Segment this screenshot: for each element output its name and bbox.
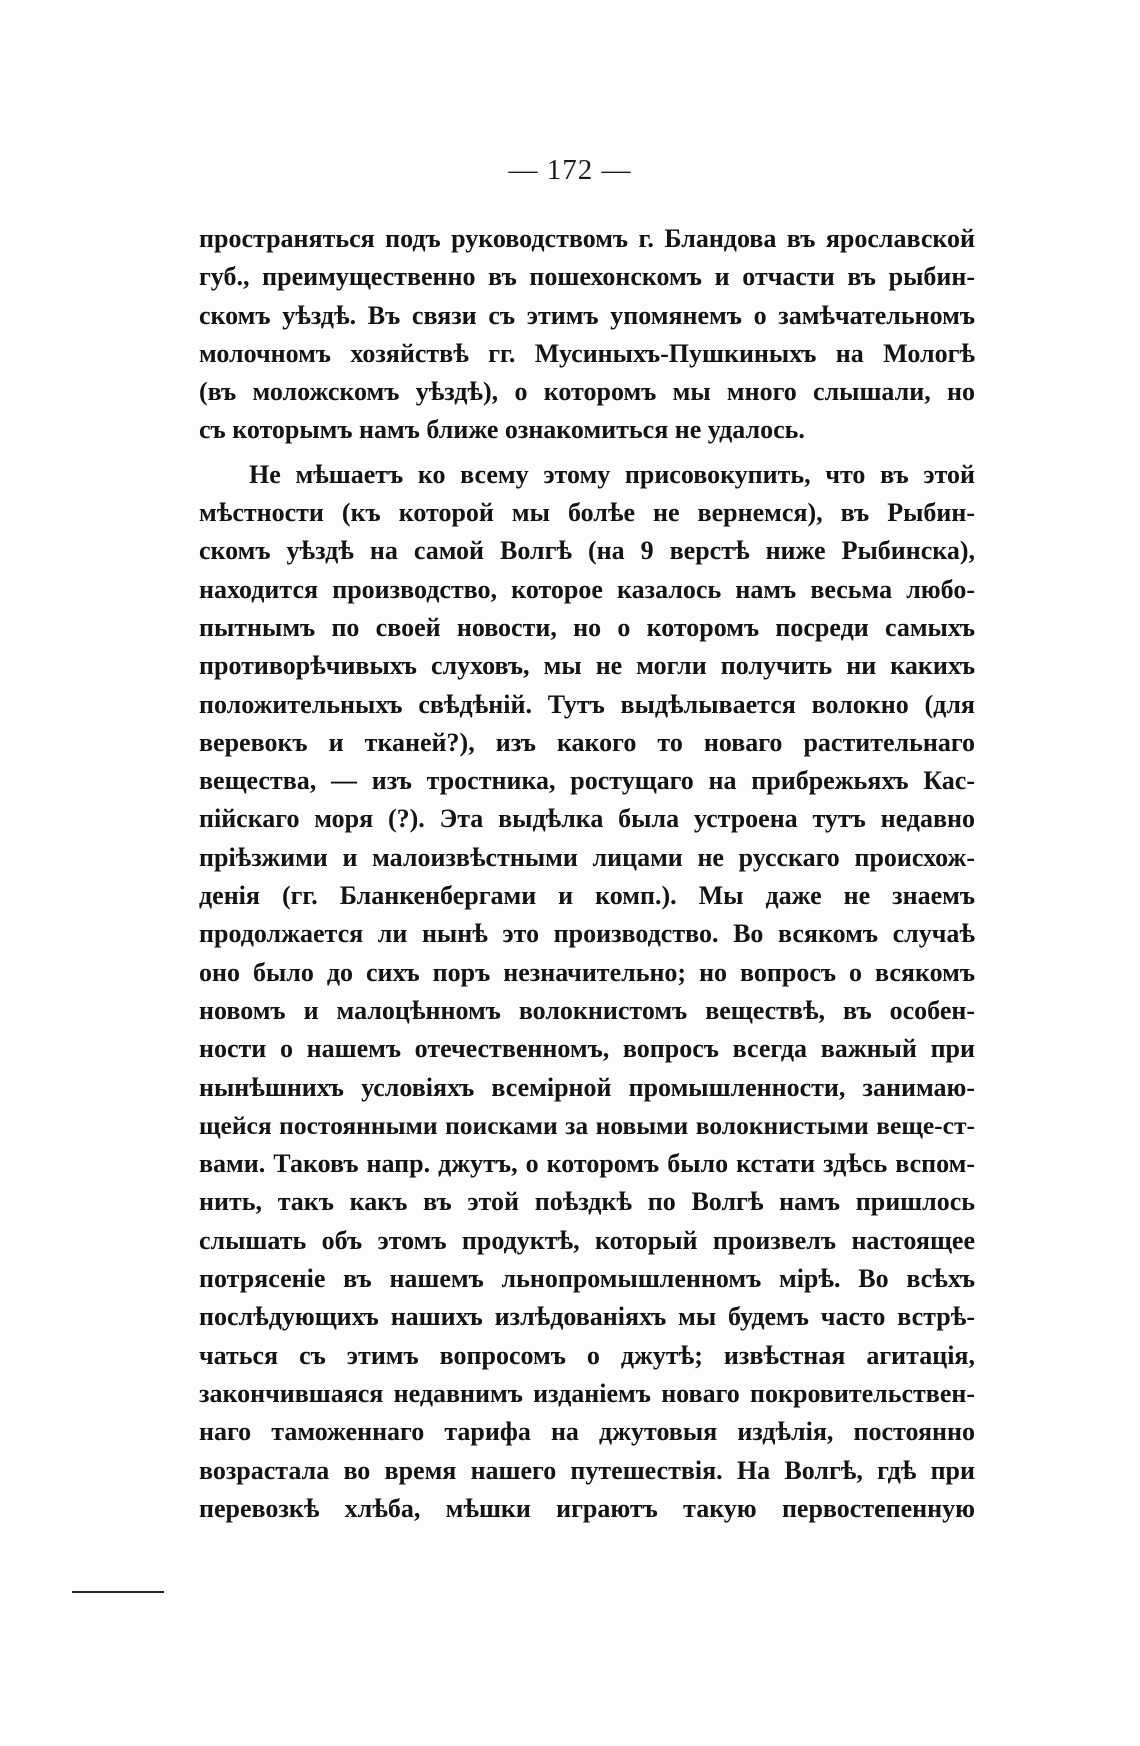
page-number: — 172 — — [508, 154, 632, 186]
text-line: вами. Таковъ напр. джутъ, о которомъ было кстати здѣсь вспом- — [199, 1149, 975, 1179]
text-line: оно было до сихъ поръ незначительно; но вопросъ о всякомъ — [199, 957, 975, 987]
text-line: послѣдующихъ нашихъ излѣдованіяхъ мы будемъ часто встрѣ- — [199, 1302, 975, 1332]
text-line: перевозкѣ хлѣба, мѣшки играютъ такую первостепенную — [199, 1493, 975, 1523]
text-line: ности о нашемъ отечественномъ, вопросъ всегда важный при — [199, 1034, 975, 1064]
text-line: потрясеніе въ нашемъ льнопромышленномъ мірѣ. Во всѣхъ — [199, 1264, 975, 1294]
text-line: веревокъ и тканей?), изъ какого то новаго растительнаго — [199, 727, 975, 757]
text-line: нить, такъ какъ въ этой поѣздкѣ по Волгѣ намъ пришлось — [199, 1187, 975, 1217]
text-line: (въ моложскомъ уѣздѣ), о которомъ мы много слышали, но — [199, 377, 975, 407]
text-line: Не мѣшаетъ ко всему этому присовокупить, что въ этой — [249, 459, 975, 489]
body-text — [199, 220, 975, 1528]
text-line: чаться съ этимъ вопросомъ о джутѣ; извѣстная агитація, — [199, 1340, 975, 1370]
text-line: находится производство, которое казалось намъ весьма любо- — [199, 574, 975, 604]
text-line: пійскаго моря (?). Эта выдѣлка была устроена тутъ недавно — [199, 804, 975, 834]
text-line: щейся постоянными поисками за новыми волокнистыми веще-ст- — [199, 1110, 975, 1140]
text-line: новомъ и малоцѣнномъ волокнистомъ веществѣ, въ особен- — [199, 995, 975, 1025]
text-line: съ которымъ намъ ближе ознакомиться не удалось. — [199, 415, 805, 445]
text-line: закончившаяся недавнимъ изданіемъ новаго покровительствен- — [199, 1378, 975, 1408]
text-line: наго таможеннаго тарифа на джутовыя издѣлія, постоянно — [199, 1417, 975, 1447]
text-line: пространяться подъ руководствомъ г. Бландова въ ярославской — [199, 224, 975, 253]
text-line: денія (гг. Бланкенбергами и комп.). Мы даже не знаемъ — [199, 881, 975, 911]
text-line: слышать объ этомъ продуктѣ, который произвелъ настоящее — [199, 1225, 975, 1255]
text-line: губ., преимущественно въ пошехонскомъ и отчасти въ рыбин- — [199, 262, 975, 292]
text-line: положительныхъ свѣдѣній. Тутъ выдѣлывается волокно (для — [199, 689, 975, 719]
paragraph-2 — [199, 456, 975, 1528]
footnote-rule — [72, 1591, 164, 1593]
text-line: пріѣзжими и малоизвѣстными лицами не русскаго происхож- — [199, 842, 975, 872]
text-line: пытнымъ по своей новости, но о которомъ посреди самыхъ — [199, 612, 975, 642]
text-line: продолжается ли нынѣ это производство. Во всякомъ случаѣ — [199, 919, 975, 949]
text-line: мѣстности (къ которой мы болѣе не вернемся), въ Рыбин- — [199, 498, 975, 528]
text-line: скомъ уѣздѣ на самой Волгѣ (на 9 верстѣ ниже Рыбинска), — [199, 536, 975, 566]
text-line: вещества, — изъ тростника, ростущаго на прибрежьяхъ Кас- — [199, 766, 975, 796]
text-line: противорѣчивыхъ слуховъ, мы не могли получить ни какихъ — [199, 651, 975, 681]
text-line: молочномъ хозяйствѣ гг. Мусиныхъ-Пушкиныхъ на Мологѣ — [199, 338, 975, 368]
text-line: скомъ уѣздѣ. Въ связи съ этимъ упомянемъ о замѣчательномъ — [199, 300, 975, 330]
text-line: нынѣшнихъ условіяхъ всемірной промышленности, занимаю- — [199, 1072, 975, 1102]
paragraph-1 — [199, 220, 975, 450]
text-line: возрастала во время нашего путешествія. На Волгѣ, гдѣ при — [199, 1455, 975, 1485]
